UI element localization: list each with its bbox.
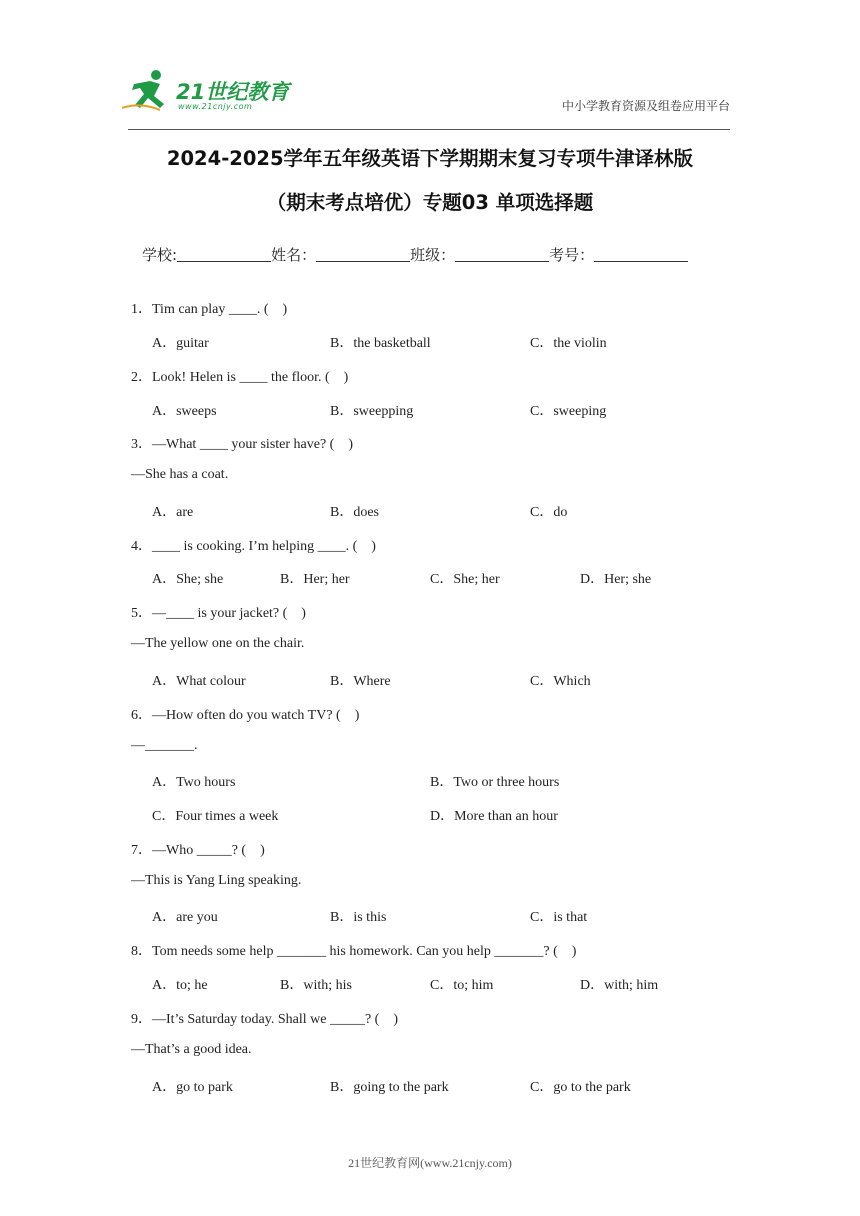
option-7a[interactable]: A．are you <box>152 910 218 925</box>
runner-icon <box>120 68 176 114</box>
option-3b[interactable]: B．does <box>330 505 379 520</box>
option-6d[interactable]: D．More than an hour <box>430 809 558 824</box>
student-info-line <box>142 244 688 265</box>
logo-text: 21世纪教育 <box>176 80 290 104</box>
option-3a[interactable]: A．are <box>152 505 194 520</box>
option-4a[interactable]: A．She; she <box>152 572 224 587</box>
option-4d[interactable]: D．Her; she <box>580 572 652 587</box>
question-5-answer-line: —The yellow one on the chair. <box>131 636 305 651</box>
option-2c[interactable]: C．sweeping <box>530 404 607 419</box>
option-5c[interactable]: C．Which <box>530 674 591 689</box>
question-3: 3．—What ____ your sister have? ( ) <box>131 437 353 452</box>
option-8b[interactable]: B．with; his <box>280 978 352 993</box>
option-4c[interactable]: C．She; her <box>430 572 500 587</box>
option-3c[interactable]: C．do <box>530 505 568 520</box>
option-1a[interactable]: A．guitar <box>152 336 209 351</box>
page-title-line2: （期末考点培优）专题03 单项选择题 <box>266 191 594 214</box>
option-2a[interactable]: A．sweeps <box>152 404 217 419</box>
number-label: 考号： <box>549 246 595 264</box>
option-6a[interactable]: A．Two hours <box>152 775 236 790</box>
option-7b[interactable]: B．is this <box>330 910 387 925</box>
question-3-answer-line: —She has a coat. <box>131 467 229 482</box>
header-divider <box>128 129 730 130</box>
page-title-line1: 2024-2025学年五年级英语下学期期末复习专项牛津译林版 <box>166 147 694 170</box>
option-1c[interactable]: C．the violin <box>530 336 607 351</box>
platform-tagline: 中小学教育资源及组卷应用平台 <box>561 99 730 113</box>
option-9a[interactable]: A．go to park <box>152 1080 233 1095</box>
question-9: 9．—It’s Saturday today. Shall we _____? ( ) <box>131 1012 398 1027</box>
question-8: 8．Tom needs some help _______ his homework. Can you help _______? ( ) <box>131 944 577 959</box>
option-6b[interactable]: B．Two or three hours <box>430 775 560 790</box>
question-7: 7．—Who _____? ( ) <box>131 843 265 858</box>
option-6c[interactable]: C．Four times a week <box>152 809 279 824</box>
option-9b[interactable]: B．going to the park <box>330 1080 449 1095</box>
option-8a[interactable]: A．to; he <box>152 978 208 993</box>
question-9-answer-line: —That’s a good idea. <box>131 1042 252 1057</box>
name-blank[interactable] <box>316 247 410 262</box>
option-5a[interactable]: A．What colour <box>152 674 246 689</box>
question-5: 5．—____ is your jacket? ( ) <box>131 606 306 621</box>
class-blank[interactable] <box>455 247 549 262</box>
site-logo <box>120 68 290 116</box>
question-6: 6．—How often do you watch TV? ( ) <box>131 708 360 723</box>
school-label: 学校: <box>142 246 178 264</box>
option-8c[interactable]: C．to; him <box>430 978 494 993</box>
option-1b[interactable]: B．the basketball <box>330 336 431 351</box>
class-label: 班级： <box>410 246 456 264</box>
name-label: 姓名： <box>271 246 317 264</box>
option-9c[interactable]: C．go to the park <box>530 1080 631 1095</box>
option-8d[interactable]: D．with; him <box>580 978 659 993</box>
school-blank[interactable] <box>177 247 271 262</box>
number-blank[interactable] <box>594 247 688 262</box>
page-footer: 21世纪教育网(www.21cnjy.com) <box>348 1156 512 1170</box>
question-7-answer-line: —This is Yang Ling speaking. <box>131 873 302 888</box>
question-1: 1．Tim can play ____. ( ) <box>131 302 288 317</box>
option-2b[interactable]: B．sweepping <box>330 404 414 419</box>
option-5b[interactable]: B．Where <box>330 674 391 689</box>
question-2: 2．Look! Helen is ____ the floor. ( ) <box>131 370 349 385</box>
option-7c[interactable]: C．is that <box>530 910 588 925</box>
option-4b[interactable]: B．Her; her <box>280 572 350 587</box>
question-4: 4．____ is cooking. I’m helping ____. ( ) <box>131 539 376 554</box>
question-6-answer-line: —_______. <box>131 738 198 753</box>
logo-url: www.21cnjy.com <box>178 102 253 111</box>
